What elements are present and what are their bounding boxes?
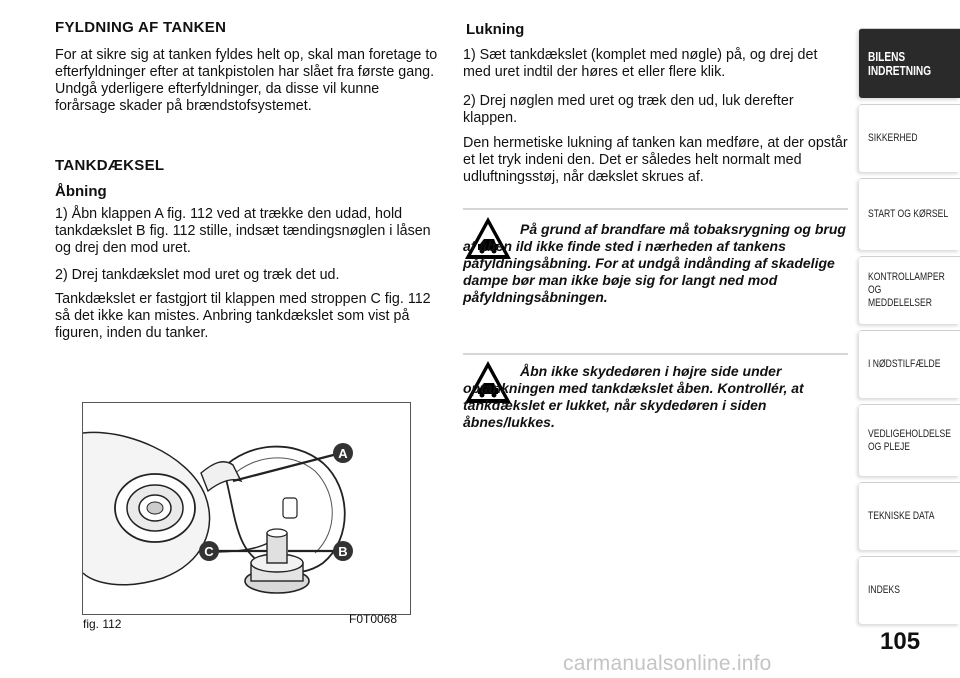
figure-caption: fig. 112 — [83, 617, 122, 631]
sidebar-tab-vedligeholdelse[interactable]: VEDLIGEHOLDELSE OG PLEJE — [859, 404, 960, 476]
sidebar-tab-sikkerhed[interactable]: SIKKERHED — [859, 104, 960, 172]
subheading-closing: Lukning — [466, 21, 525, 38]
figure-112 — [82, 402, 411, 615]
page-number: 105 — [880, 628, 921, 655]
sidebar-tab-kontrollamper[interactable]: KONTROLLAMPER OG MEDDELELSER — [859, 256, 960, 324]
subheading-opening: Åbning — [55, 183, 107, 200]
svg-text:A: A — [338, 446, 348, 461]
fuel-cap-illustration — [83, 403, 410, 614]
closing-step-2: 2) Drej nøglen med uret og træk den ud, luk derefter klappen. — [463, 93, 794, 126]
svg-text:C: C — [204, 544, 214, 559]
fuel-cap-note: Tankdækslet er fastgjort til klappen med stroppen C fig. 112 så det ikke kan mistes. Anbring tankdækslet som vist på figuren, inden du tanker. — [55, 291, 431, 341]
sidebar-tab-i-nodstilfaelde[interactable]: I NØDSTILFÆLDE — [859, 330, 960, 398]
sidebar-tab-start-og-korsel[interactable]: START OG KØRSEL — [859, 178, 960, 250]
warning-fire-hazard: På grund af brandfare må tobaksrygning og brug af åben ild ikke finde sted i nærheden af tankens påfyldningsåbning. For at undgå indånding af skadelige dampe bør man ikke bøje sig for langt ned mod påfyldningsåbningen. — [463, 221, 846, 305]
section-heading-fuel-cap: TANKDÆKSEL — [55, 157, 165, 174]
svg-text:B: B — [338, 544, 348, 559]
callout-a — [333, 443, 353, 463]
opening-step-1: 1) Åbn klappen A fig. 112 ved at trække den udad, hold tankdækslet B fig. 112 stille, indsæt tændingsnøglen i låsen og drej den mod uret. — [55, 206, 431, 256]
warning-sliding-door: Åbn ikke skydedøren i højre side under optankningen med tankdækslet åben. Kontrollér, at tankdækslet er lukket, når skydedøren i siden åbnes/lukkes. — [463, 363, 804, 430]
callout-c — [199, 541, 219, 561]
opening-step-2: 2) Drej tankdækslet mod uret og træk det ud. — [55, 267, 340, 283]
figure-code: F0T0068 — [349, 612, 398, 626]
sidebar-tab-tekniske-data[interactable]: TEKNISKE DATA — [859, 482, 960, 550]
section-heading-refuelling: FYLDNING AF TANKEN — [55, 19, 227, 36]
refuelling-paragraph: For at sikre sig at tanken fyldes helt op, skal man foretage to efterfyldninger efter at tankpistolen har slået fra første gang. Undgå yderligere efterfyldninger, da disse vil kunne forårsage skader på brændstofsystemet. — [55, 47, 438, 114]
pressure-note: Den hermetiske lukning af tanken kan medføre, at der opstår et let tryk indeni den. Det er således helt normalt med udluftningsstøj, når dækslet skrues af. — [463, 135, 848, 185]
warning-divider — [463, 208, 848, 210]
sidebar-tab-bilens-indretning[interactable]: BILENS INDRETNING — [859, 28, 960, 98]
callout-b — [333, 541, 353, 561]
warning-divider — [463, 353, 848, 355]
closing-step-1: 1) Sæt tankdækslet (komplet med nøgle) på, og drej det med uret indtil der høres et eller flere klik. — [463, 47, 818, 80]
watermark: carmanualsonline.info — [563, 652, 772, 675]
sidebar-tab-indeks[interactable]: INDEKS — [859, 556, 960, 624]
